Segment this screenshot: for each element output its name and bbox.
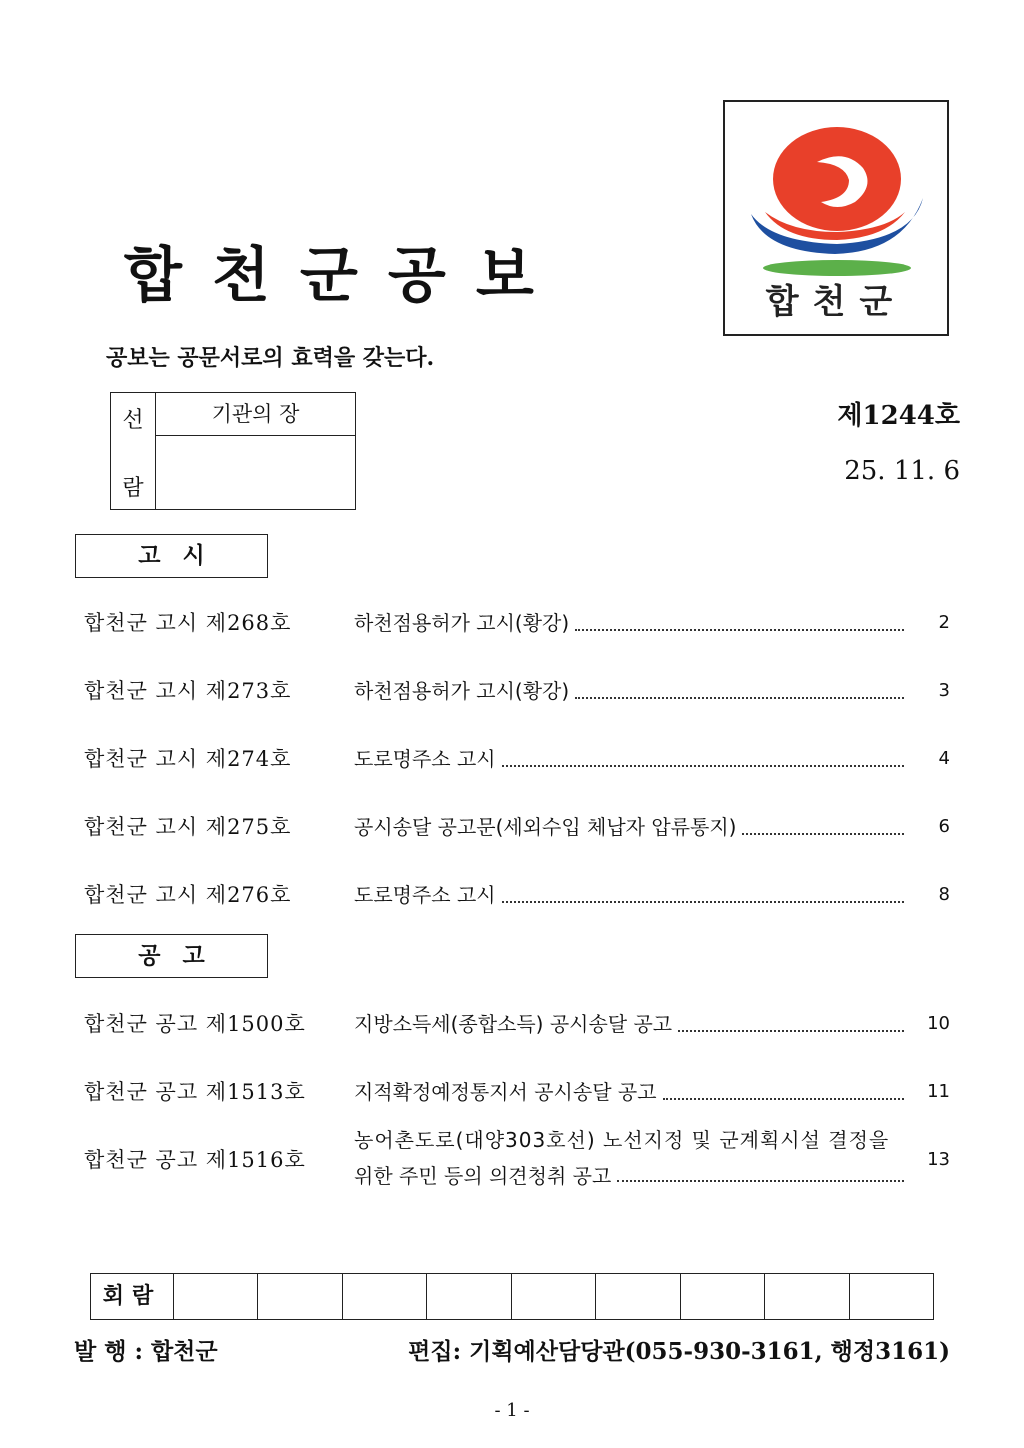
toc-item[interactable] xyxy=(84,671,950,711)
approval-header: 기관의 장 xyxy=(156,393,355,436)
toc-item-desc: 지적확정예정통지서 공시송달 공고 xyxy=(354,1080,657,1104)
toc-item-desc-line2: 위한 주민 등의 의견청취 공고 xyxy=(354,1164,612,1188)
toc-item-id: 합천군 고시 제268호 xyxy=(84,611,292,635)
bulletin-title: 합천군공보 xyxy=(124,241,564,311)
section-title-notices: 고시 xyxy=(75,534,268,578)
review-cell xyxy=(680,1274,764,1319)
toc-item-id: 합천군 공고 제1513호 xyxy=(84,1080,306,1104)
toc-item-id: 합천군 고시 제275호 xyxy=(84,815,292,839)
toc-item-desc: 하천점용허가 고시(황강) xyxy=(354,611,570,635)
leader-dots xyxy=(575,671,904,699)
review-cell xyxy=(511,1274,595,1319)
leader-dots xyxy=(575,603,904,631)
review-cell xyxy=(426,1274,510,1319)
toc-item-page: 3 xyxy=(938,680,950,701)
toc-item-desc: 도로명주소 고시 xyxy=(354,883,496,907)
section-title-announcements: 공고 xyxy=(75,934,268,978)
approval-side-label xyxy=(111,393,156,509)
bulletin-subtitle: 공보는 공문서로의 효력을 갖는다. xyxy=(106,345,435,371)
toc-item-page: 4 xyxy=(938,748,950,769)
review-table xyxy=(90,1273,934,1320)
editor-contact: 편집: 기획예산담당관(055-930-3161, 행정3161) xyxy=(408,1338,950,1365)
toc-item-page: 11 xyxy=(927,1081,950,1102)
issue-date: 25. 11. 6 xyxy=(844,456,960,486)
toc-item-desc: 하천점용허가 고시(황강) xyxy=(354,679,570,703)
review-cell xyxy=(595,1274,679,1319)
toc-item[interactable] xyxy=(84,739,950,779)
toc-item-id: 합천군 공고 제1516호 xyxy=(84,1148,306,1172)
toc-item-page: 2 xyxy=(938,612,950,633)
toc-item-desc-line1: 농어촌도로(대양303호선) 노선지정 및 군계획시설 결정을 xyxy=(354,1128,890,1152)
review-cell xyxy=(849,1274,933,1319)
toc-item-id: 합천군 고시 제276호 xyxy=(84,883,292,907)
logo-text: 합천군 xyxy=(765,282,907,322)
toc-item[interactable] xyxy=(84,875,950,915)
toc-item-id: 합천군 고시 제273호 xyxy=(84,679,292,703)
toc-item[interactable] xyxy=(84,1072,950,1112)
review-cell xyxy=(173,1274,257,1319)
toc-item-page: 6 xyxy=(938,816,950,837)
leader-dots xyxy=(663,1072,904,1100)
toc-item-id: 합천군 공고 제1500호 xyxy=(84,1012,306,1036)
review-cell xyxy=(342,1274,426,1319)
approval-side-bottom: 람 xyxy=(122,476,144,501)
review-cell xyxy=(257,1274,341,1319)
toc-item-page: 10 xyxy=(927,1013,950,1034)
leader-dots xyxy=(502,739,904,767)
leader-dots xyxy=(617,1158,904,1182)
toc-item-page: 8 xyxy=(938,884,950,905)
toc-item[interactable] xyxy=(84,807,950,847)
toc-item-desc: 도로명주소 고시 xyxy=(354,747,496,771)
toc-item[interactable] xyxy=(84,1004,950,1044)
toc-item-id: 합천군 고시 제274호 xyxy=(84,747,292,771)
leader-dots xyxy=(502,875,904,903)
review-label: 회람 xyxy=(102,1283,162,1309)
publisher: 발 행 : 합천군 xyxy=(74,1338,218,1365)
toc-item[interactable] xyxy=(84,603,950,643)
review-cell xyxy=(764,1274,848,1319)
approval-box xyxy=(110,392,356,510)
page-number: - 1 - xyxy=(494,1400,530,1421)
hapcheon-logo xyxy=(723,100,949,336)
leader-dots xyxy=(742,807,904,835)
toc-item-desc: 공시송달 공고문(세외수입 체납자 압류통지) xyxy=(354,815,737,839)
toc-item-desc: 지방소득세(종합소득) 공시송달 공고 xyxy=(354,1012,673,1036)
toc-item[interactable] xyxy=(84,1122,950,1198)
leader-dots xyxy=(678,1004,904,1032)
approval-side-top: 선 xyxy=(122,408,144,433)
issue-number: 제1244호 xyxy=(837,401,960,431)
toc-item-page: 13 xyxy=(927,1149,950,1170)
